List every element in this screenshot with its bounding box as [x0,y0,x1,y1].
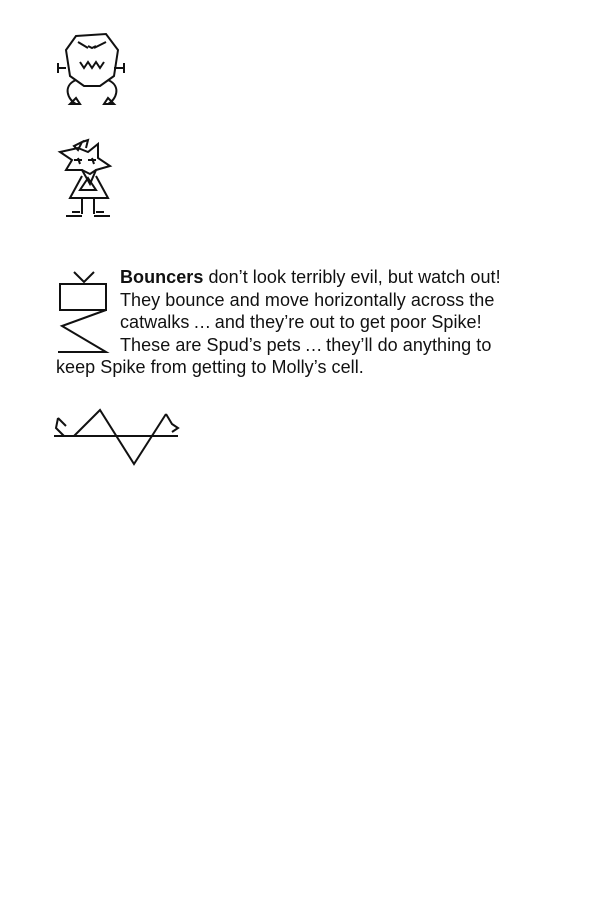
monster-illustration [50,28,140,116]
bouncers-line-2: They bounce and move horizontally across the [120,289,495,310]
bouncers-description [56,266,586,379]
bouncers-line-5: keep Spike from getting to Molly’s cell. [56,357,364,377]
bouncers-line-1 [56,266,586,289]
zigzag-creature-illustration [54,408,182,468]
bouncers-line-1-text: don’t look terribly evil, but watch out! [203,267,501,287]
bouncers-line-4: These are Spud’s pets … they’ll do anything to [120,334,492,355]
bouncers-title: Bouncers [120,267,204,287]
star-girl-illustration [52,136,124,224]
bouncers-line-3: catwalks … and they’re out to get poor Spike! [120,312,482,332]
